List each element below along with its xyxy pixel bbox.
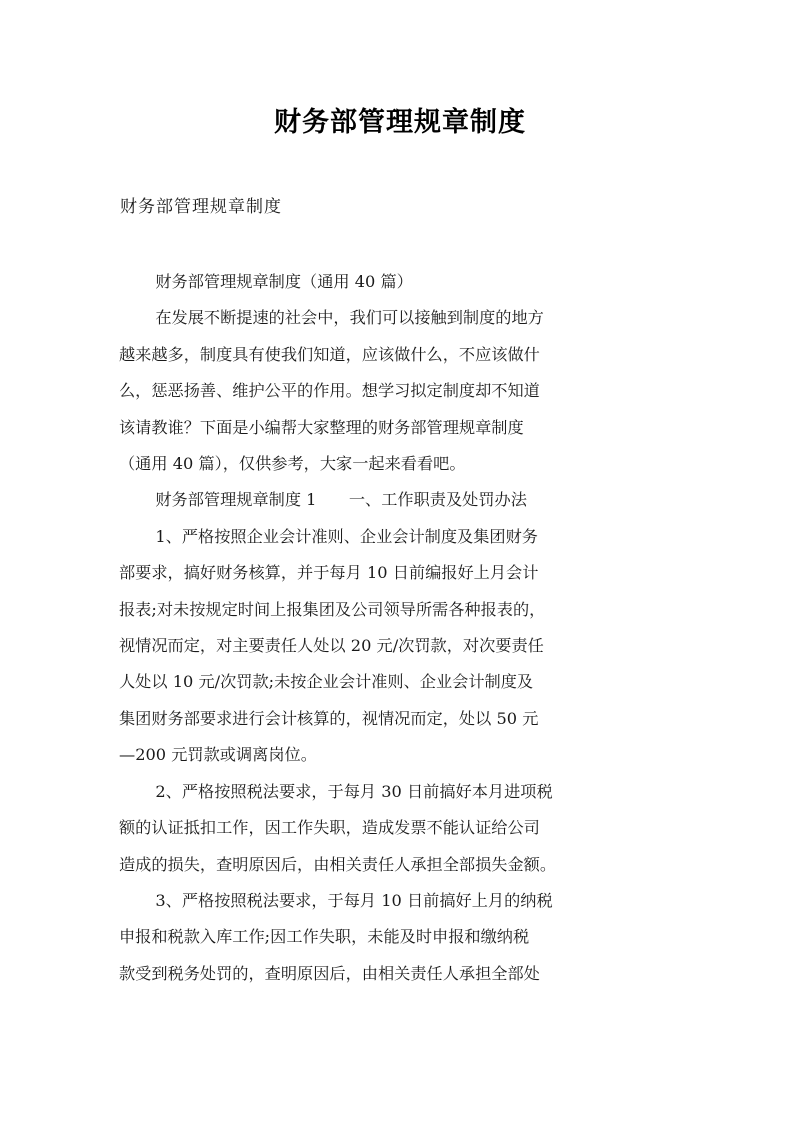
paragraph-line: 财务部管理规章制度 1 一、工作职责及处罚办法 bbox=[155, 490, 527, 510]
paragraph bbox=[119, 883, 683, 992]
document-title: 财务部管理规章制度 bbox=[274, 107, 526, 138]
paragraph-line: 1、严格按照企业会计准则、企业会计制度及集团财务 bbox=[155, 526, 538, 546]
document-subtitle: 财务部管理规章制度 bbox=[120, 197, 282, 217]
paragraph-line: 款受到税务处罚的，查明原因后，由相关责任人承担全部处 bbox=[119, 963, 540, 983]
paragraph-line: 越来越多，制度具有使我们知道，应该做什么，不应该做什 bbox=[119, 344, 540, 364]
paragraph bbox=[119, 482, 683, 518]
document-body bbox=[119, 264, 683, 992]
paragraph-line: 在发展不断提速的社会中，我们可以接触到制度的地方 bbox=[155, 308, 544, 328]
paragraph-line: 3、严格按照税法要求，于每月 10 日前搞好上月的纳税 bbox=[155, 890, 553, 910]
paragraph-line: 部要求，搞好财务核算，并于每月 10 日前编报好上月会计 bbox=[119, 563, 539, 583]
paragraph-line: 造成的损失，查明原因后，由相关责任人承担全部损失金额。 bbox=[119, 854, 557, 874]
paragraph-line: 人处以 10 元/次罚款;未按企业会计准则、企业会计制度及 bbox=[119, 672, 534, 692]
paragraph bbox=[119, 300, 683, 482]
paragraph-line: 该请教谁？下面是小编帮大家整理的财务部管理规章制度 bbox=[119, 417, 524, 437]
paragraph-line: 集团财务部要求进行会计核算的，视情况而定，处以 50 元 bbox=[119, 708, 539, 728]
paragraph bbox=[119, 519, 683, 774]
paragraph-line: （通用 40 篇），仅供参考，大家一起来看看吧。 bbox=[119, 454, 466, 474]
paragraph bbox=[119, 264, 683, 300]
paragraph bbox=[119, 774, 683, 883]
paragraph-line: 2、严格按照税法要求，于每月 30 日前搞好本月进项税 bbox=[155, 781, 553, 801]
paragraph-line: 么，惩恶扬善、维护公平的作用。想学习拟定制度却不知道 bbox=[119, 381, 540, 401]
paragraph-line: 视情况而定，对主要责任人处以 20 元/次罚款，对次要责任 bbox=[119, 636, 544, 656]
paragraph-line: 申报和税款入库工作;因工作失职，未能及时申报和缴纳税 bbox=[119, 927, 530, 947]
paragraph-line: 额的认证抵扣工作，因工作失职，造成发票不能认证给公司 bbox=[119, 818, 540, 838]
paragraph-line: 报表;对未按规定时间上报集团及公司领导所需各种报表的， bbox=[119, 599, 546, 619]
paragraph-line: —200 元罚款或调离岗位。 bbox=[119, 745, 317, 765]
paragraph-line: 财务部管理规章制度（通用 40 篇） bbox=[155, 272, 413, 291]
